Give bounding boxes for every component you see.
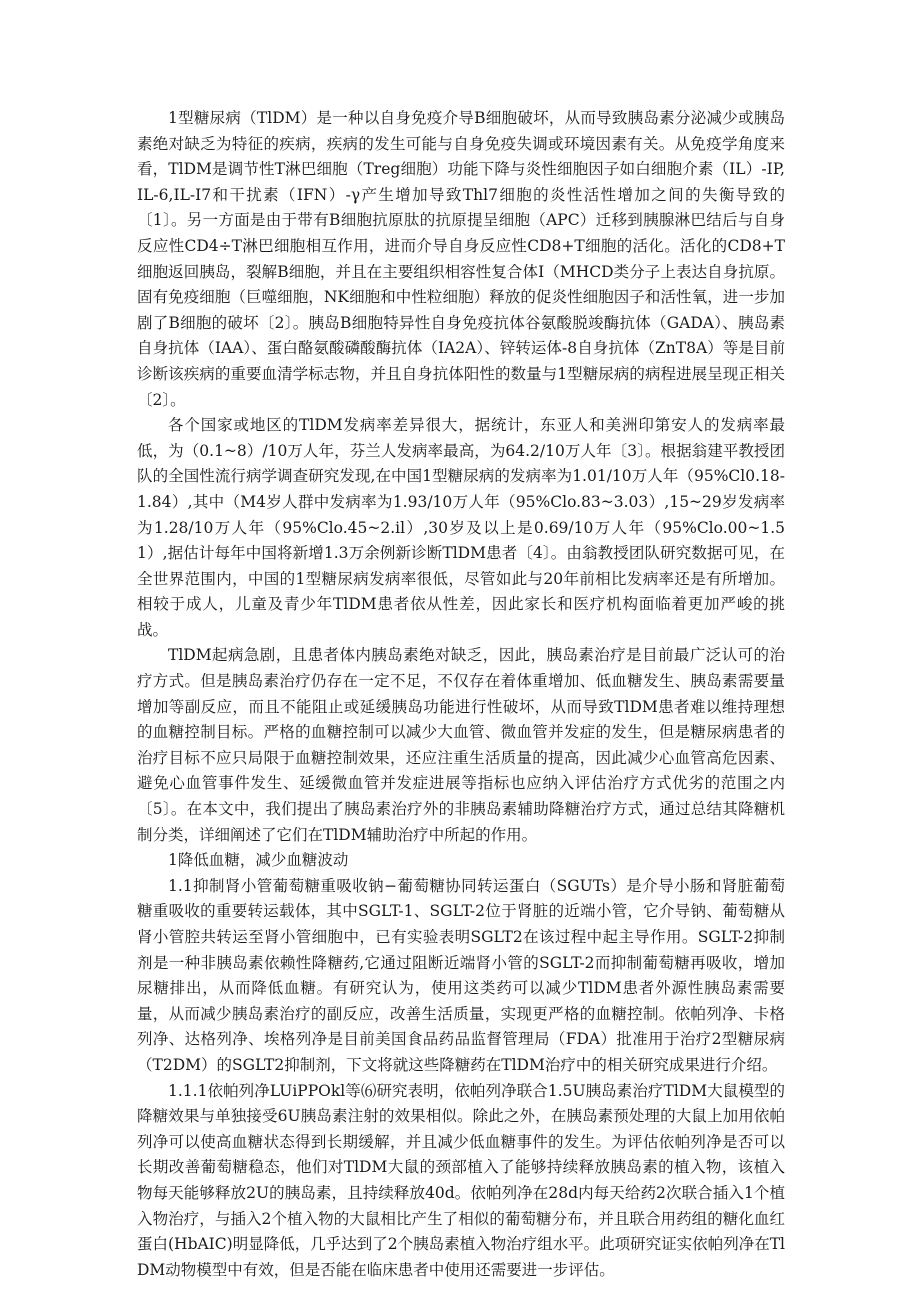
paragraph-insulin-therapy: TlDM起病急剧，且患者体内胰岛素绝对缺乏，因此，胰岛素治疗是目前最广泛认可的治疗方式。但是胰岛素治疗仍存在一定不足，不仅存在着体重增加、低血糖发生、胰岛素需要量增加等副反应，而且不能阻止或延缓胰岛功能进行性破坏，从而导致TlDM患者难以维持理想的血糖控制目标。严格的血糖控制可以减少大血管、微血管并发症的发生，但是糖尿病患者的治疗目标不应只局限于血糖控制效果，还应注重生活质量的提高，因此减少心血管高危因素、避免心血管事件发生、延缓微血管并发症进展等指标也应纳入评估治疗方式优劣的范围之内〔5〕。在本文中，我们提出了胰岛素治疗外的非胰岛素辅助降糖治疗方式，通过总结其降糖机制分类，详细阐述了它们在TlDM辅助治疗中所起的作用。 [137,646,785,844]
paragraph-sglt-inhibitors: 1.1抑制肾小管葡萄糖重吸收钠−葡萄糖协同转运蛋白（SGUTs）是介导小肠和肾脏葡萄糖重吸收的重要转运载体，其中SGLT-1、SGLT-2位于肾脏的近端小管，它介导钠、葡萄糖从肾小管腔共转运至肾小管细胞中，已有实验表明SGLT2在该过程中起主导作用。SGLT-2抑制剂是一种非胰岛素依赖性降糖药,它通过阻断近端肾小管的SGLT-2而抑制葡萄糖再吸收，增加尿糖排出，从而降低血糖。有研究认为，使用这类药可以减少TlDM患者外源性胰岛素需要量，从而减少胰岛素治疗的副反应，改善生活质量，实现更严格的血糖控制。依帕列净、卡格列净、达格列净、埃格列净是目前美国食品药品监督管理局（FDA）批准用于治疗2型糖尿病（T2DM）的SGLT2抑制剂，下文将就这些降糖药在TlDM治疗中的相关研究成果进行介绍。 [137,876,785,1074]
document-body [137,106,785,1283]
paragraph-epidemiology: 各个国家或地区的TlDM发病率差异很大，据统计，东亚人和美洲印第安人的发病率最低，为（0.1~8）/10万人年，芬兰人发病率最高，为64.2/10万人年〔3〕。根据翁建平教授团队的全国性流行病学调查研究发现,在中国1型糖尿病的发病率为1.01/10万人年（95%Cl0.18-1.84）,其中（M4岁人群中发病率为1.93/10万人年（95%Clo.83~3.03）,15~29岁发病率为1.28/10万人年（95%Clo.45~2.il）,30岁及以上是0.69/10万人年（95%Clo.00~1.51）,据估计每年中国将新增1.3万余例新诊断TlDM患者〔4〕。由翁教授团队研究数据可见，在全世界范围内，中国的1型糖尿病发病率很低，尽管如此与20年前相比发病率还是有所增加。相较于成人，儿童及青少年TlDM患者依从性差，因此家长和医疗机构面临着更加严峻的挑战。 [137,416,785,639]
paragraph-intro-pathogenesis: 1型糖尿病（TlDM）是一种以自身免疫介导B细胞破坏，从而导致胰岛素分泌减少或胰岛素绝对缺乏为特征的疾病，疾病的发生可能与自身免疫失调或环境因素有关。从免疫学角度来看，TlDM是调节性T淋巴细胞（Treg细胞）功能下降与炎性细胞因子如白细胞介素（IL）-IP,IL-6,IL-I7和干扰素（IFN）-γ产生增加导致Thl7细胞的炎性活性增加之间的失衡导致的〔1〕。另一方面是由于带有B细胞抗原肽的抗原提呈细胞（APC）迁移到胰腺淋巴结后与自身反应性CD4÷T淋巴细胞相互作用，进而介导自身反应性CD8+T细胞的活化。活化的CD8+T细胞返回胰岛，裂解B细胞，并且在主要组织相容性复合体I（MHCD类分子上表达自身抗原。固有免疫细胞（巨噬细胞，NK细胞和中性粒细胞）释放的促炎性细胞因子和活性氧，进一步加剧了B细胞的破坏〔2〕。胰岛B细胞特异性自身免疫抗体谷氨酸脱竣酶抗体（GADA）、胰岛素自身抗体（IAA）、蛋白酪氨酸磷酸酶抗体（IA2A）、锌转运体-8自身抗体（ZnT8A）等是目前诊断该疾病的重要血清学标志物，并且自身抗体阳性的数量与1型糖尿病的病程进展呈现正相关〔2〕。 [137,109,785,409]
paragraph-empagliflozin: 1.1.1依帕列净LUiPPOkl等⑹研究表明，依帕列净联合1.5U胰岛素治疗TlDM大鼠模型的降糖效果与单独接受6U胰岛素注射的效果相似。除此之外，在胰岛素预处理的大鼠上加用依帕列净可以使高血糖状态得到长期缓解，并且减少低血糖事件的发生。为评估依帕列净是否可以长期改善葡萄糖稳态，他们对TlDM大鼠的颈部植入了能够持续释放胰岛素的植入物，该植入物每天能够释放2U的胰岛素，且持续释放40d。依帕列净在28d内每天给药2次联合插入1个植入物治疗，与插入2个植入物的大鼠相比产生了相似的葡萄糖分布，并且联合用药组的糖化血红蛋白(HbAIC)明显降低，几乎达到了2个胰岛素植入物治疗组水平。此项研究证实依帕列净在TlDM动物模型中有效，但是否能在临床患者中使用还需要进一步评估。 [137,1081,785,1279]
section-heading-1: 1降低血糖，减少血糖波动 [168,851,349,870]
